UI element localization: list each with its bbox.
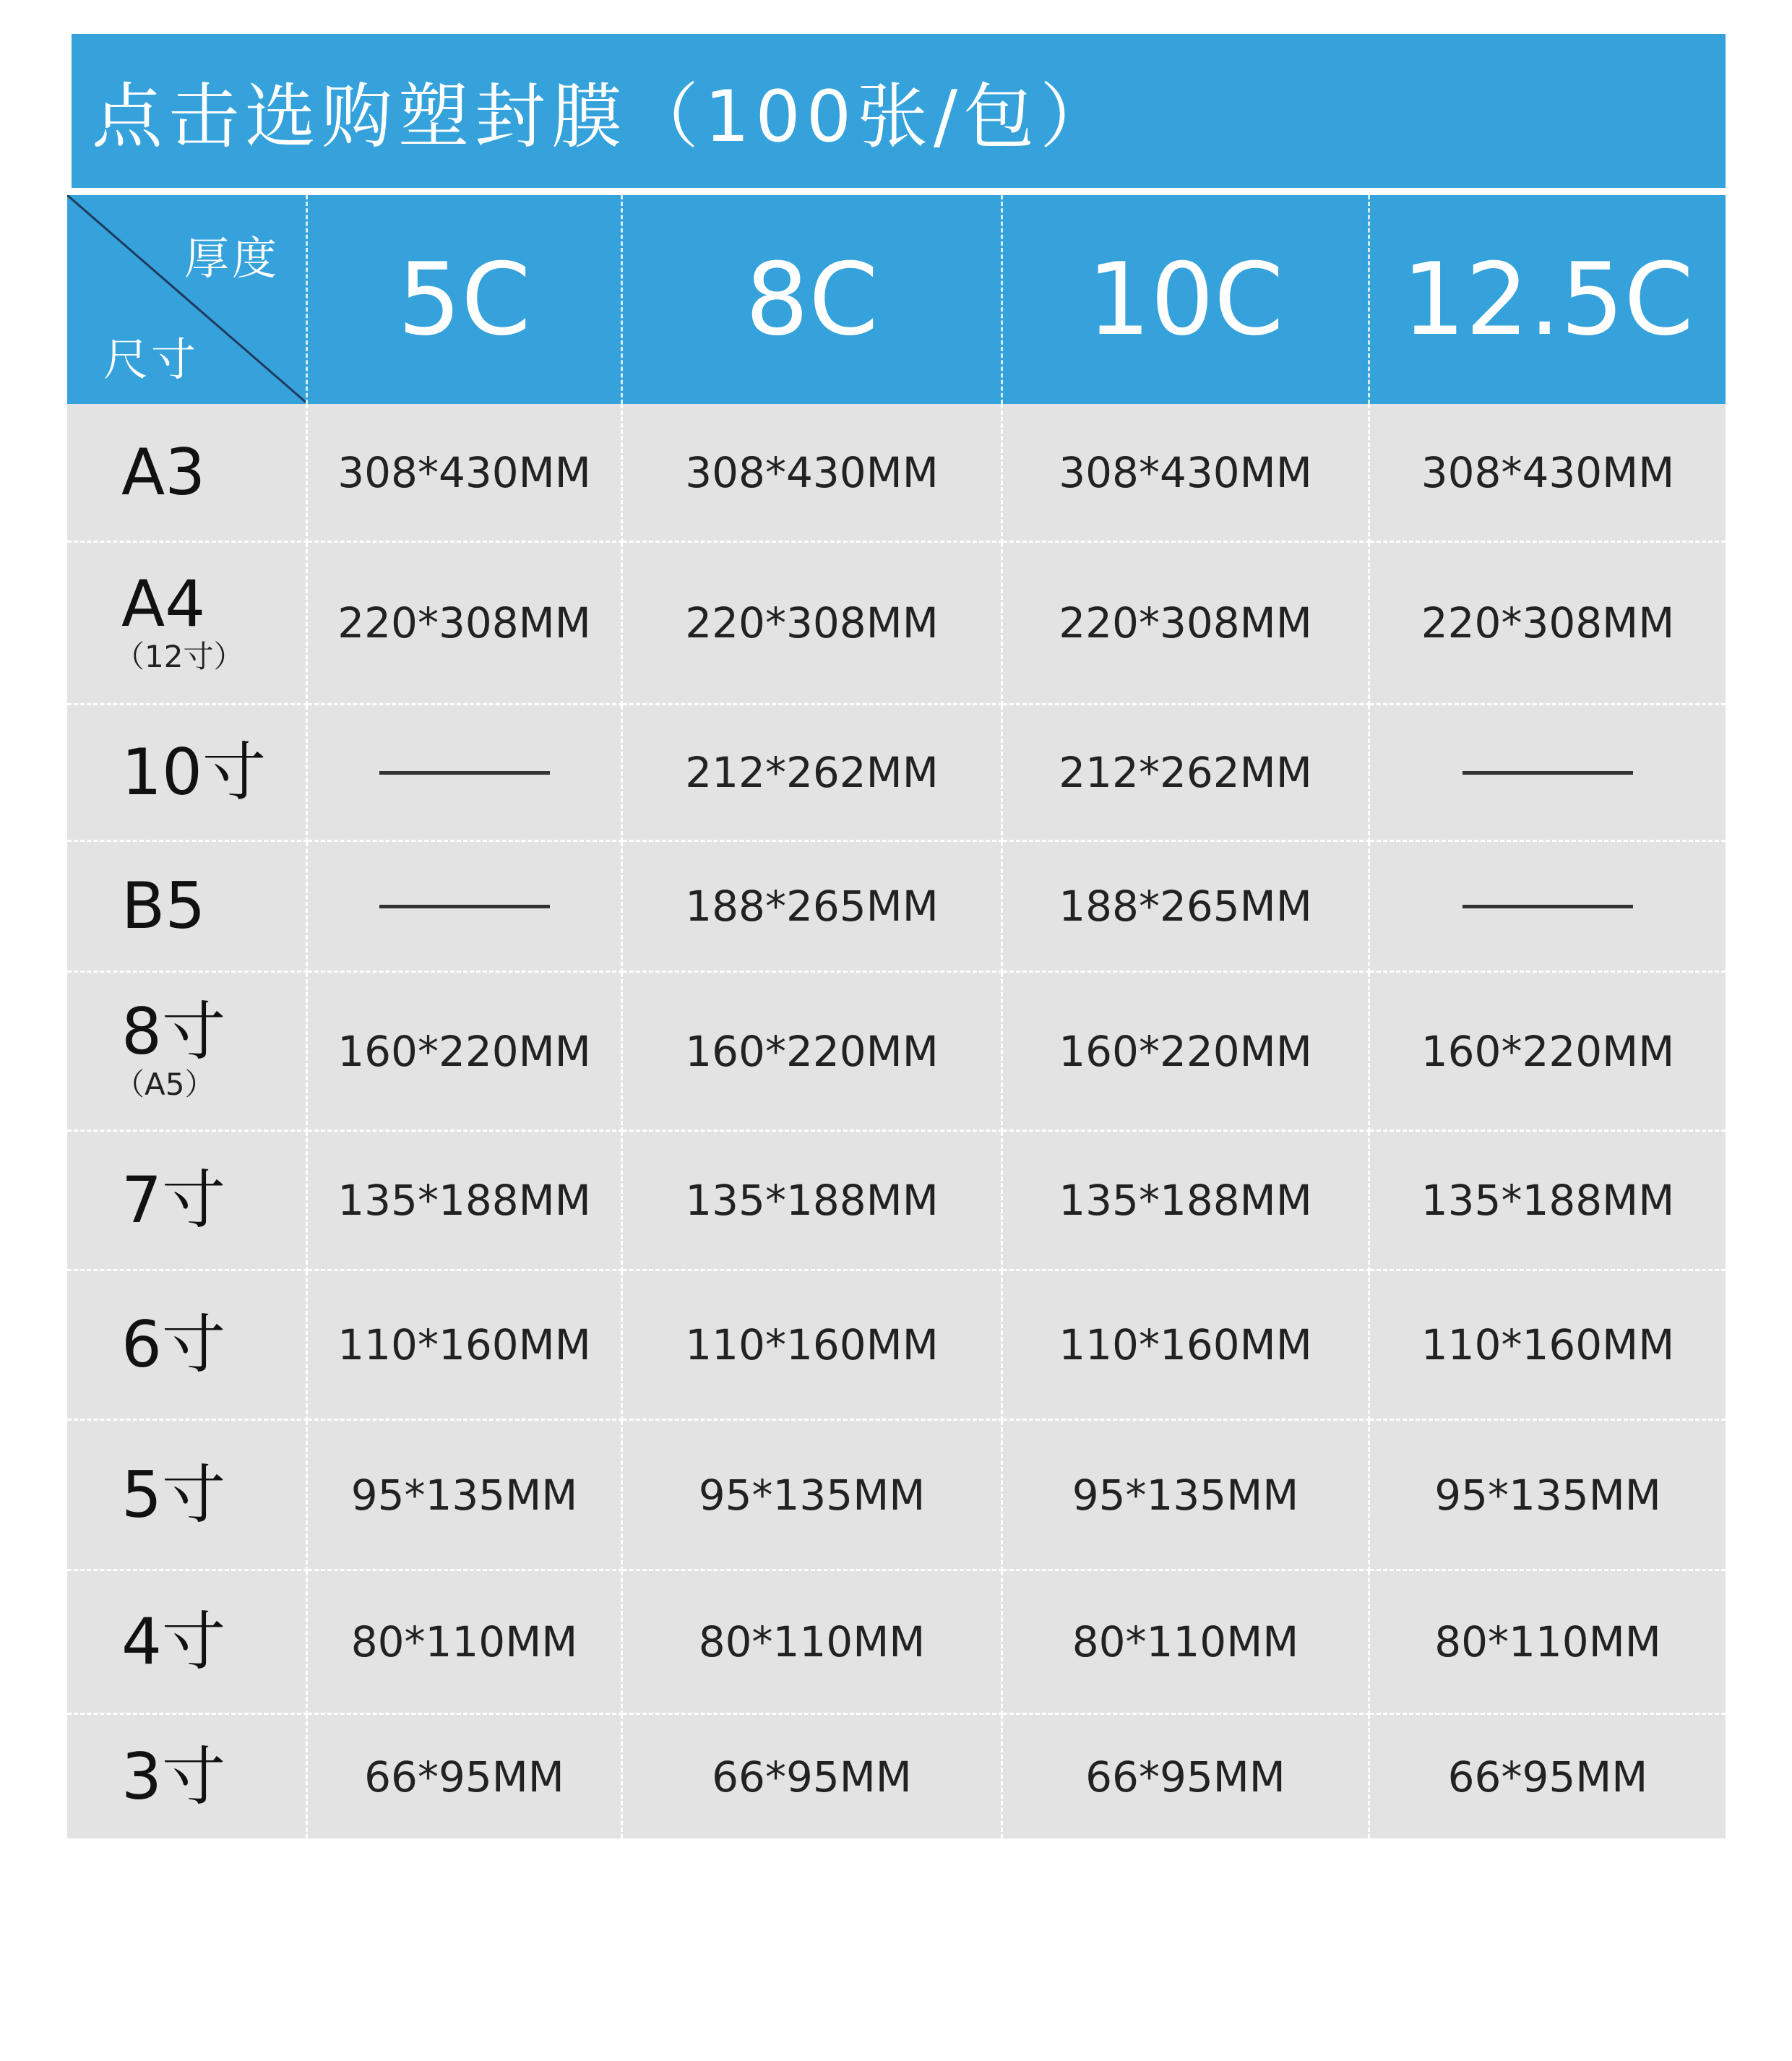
size-table [67, 195, 1726, 1838]
table-cell: 308*430MM [1370, 404, 1726, 543]
column-header-12-5c: 12.5C [1370, 195, 1726, 404]
table-cell: 220*308MM [623, 543, 1003, 705]
table-cell: 135*188MM [1003, 1132, 1370, 1271]
table-cell: 95*135MM [308, 1421, 623, 1571]
table-cell: 220*308MM [1370, 543, 1726, 705]
table-cell: 80*110MM [1003, 1571, 1370, 1715]
table-cell: 80*110MM [623, 1571, 1003, 1715]
table-cell: 188*265MM [1003, 842, 1370, 973]
table-cell: 160*220MM [308, 973, 623, 1132]
table-cell: 95*135MM [1003, 1421, 1370, 1571]
row-label-main: A4 [121, 566, 206, 641]
row-label [67, 543, 308, 705]
size-label: 尺寸 [103, 333, 199, 386]
not-available-dash [379, 905, 550, 908]
table-cell: 212*262MM [1003, 705, 1370, 842]
row-label-main: 10寸 [121, 735, 266, 809]
table-cell [1370, 842, 1726, 973]
thickness-label: 厚度 [184, 232, 280, 285]
banner-title[interactable]: 点击选购塑封膜（100张/包） [92, 76, 1117, 158]
table-cell [1370, 705, 1726, 842]
table-cell: 188*265MM [623, 842, 1003, 973]
row-label [67, 705, 308, 842]
row-label [67, 404, 308, 543]
table-cell: 135*188MM [308, 1132, 623, 1271]
row-label [67, 1571, 308, 1715]
table-cell: 135*188MM [623, 1132, 1003, 1271]
row-label-main: A3 [121, 434, 206, 509]
row-label-main: 6寸 [121, 1307, 225, 1382]
row-label-sub: （12寸） [114, 638, 244, 674]
table-cell: 308*430MM [308, 404, 623, 543]
column-header-8c: 8C [623, 195, 1003, 404]
not-available-dash [379, 771, 550, 775]
table-cell: 95*135MM [1370, 1421, 1726, 1571]
column-header-10c: 10C [1003, 195, 1370, 404]
row-label-sub: （A5） [114, 1067, 215, 1103]
table-cell: 66*95MM [1003, 1715, 1370, 1838]
column-header-5c: 5C [308, 195, 623, 404]
row-label [67, 1421, 308, 1571]
table-cell: 66*95MM [308, 1715, 623, 1838]
table-cell: 66*95MM [1447, 1752, 1648, 1802]
table-cell: 95*135MM [623, 1421, 1003, 1571]
row-label-main: 4寸 [121, 1604, 225, 1679]
table-cell: 308*430MM [1003, 404, 1370, 543]
row-label-main: 8寸 [121, 994, 225, 1070]
table-cell: 308*430MM [623, 404, 1003, 543]
table-corner-header [67, 195, 308, 404]
table-cell: 160*220MM [623, 973, 1003, 1132]
table-cell: 110*160MM [1003, 1271, 1370, 1421]
row-label-main: B5 [121, 869, 206, 943]
table-cell: 110*160MM [623, 1271, 1003, 1421]
table-cell [308, 842, 623, 973]
row-label [67, 1271, 308, 1421]
title-banner[interactable] [72, 34, 1726, 188]
row-label-main: 3寸 [121, 1739, 225, 1814]
table-cell: 135*188MM [1370, 1132, 1726, 1271]
table-cell: 212*262MM [623, 705, 1003, 842]
table-cell: 66*95MM [623, 1715, 1003, 1838]
table-cell: 110*160MM [1370, 1271, 1726, 1421]
table-cell: 160*220MM [1370, 973, 1726, 1132]
table-cell: 220*308MM [308, 543, 623, 705]
row-label-main: 7寸 [121, 1163, 225, 1237]
table-cell: 110*160MM [308, 1271, 623, 1421]
row-label [67, 1715, 308, 1838]
table-cell [308, 705, 623, 842]
not-available-dash [1463, 905, 1633, 908]
row-label [67, 973, 308, 1132]
table-cell: 160*220MM [1003, 973, 1370, 1132]
not-available-dash [1463, 771, 1633, 775]
table-cell: 80*110MM [308, 1571, 623, 1715]
row-label [67, 842, 308, 973]
row-label-main: 5寸 [121, 1457, 225, 1532]
table-cell: 220*308MM [1003, 543, 1370, 705]
row-label [67, 1132, 308, 1271]
table-cell: 80*110MM [1370, 1571, 1726, 1715]
